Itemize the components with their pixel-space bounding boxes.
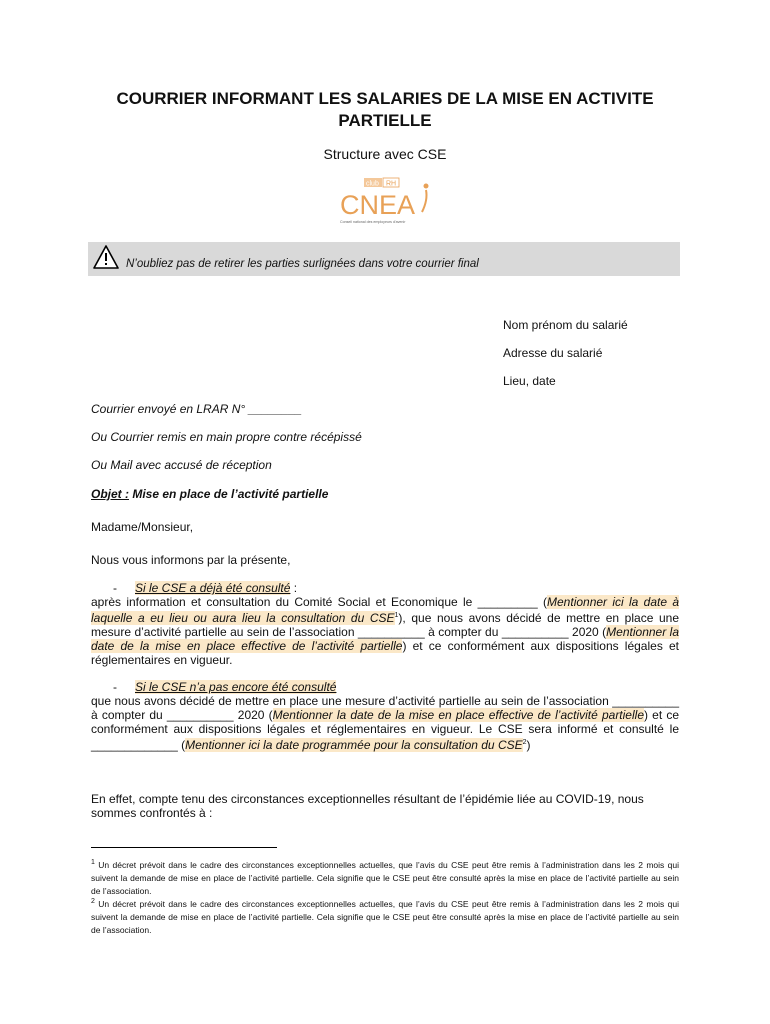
logo-person-body bbox=[422, 190, 427, 212]
conclusion: En effet, compte tenu des circonstances exceptionnelles résultant de l’épidémie liée au COVID-19, nous sommes confrontés à : bbox=[91, 792, 644, 820]
logo-cnea-text: CNEA bbox=[340, 190, 416, 220]
document-subtitle: Structure avec CSE bbox=[323, 146, 447, 162]
warning-banner bbox=[88, 242, 680, 276]
warning-text: N’oubliez pas de retirer les parties surlignées dans votre courrier final bbox=[126, 258, 479, 270]
logo-rh-text: RH bbox=[386, 180, 397, 188]
case1-colon: : bbox=[290, 581, 298, 595]
case2-heading-text: Si le CSE n’a pas encore été consulté bbox=[135, 680, 337, 694]
footnote-2: $^2$ Un décret prévoit dans le cadre des circonstances exceptionnelles actuelles, que l’avis du CSE peut être remis à l’administration dans les 2 mois qui suivent la demande de mise en place de l’activité partielle. Cela signifie que le CSE peut être consulté après la mise en place de l’activité partielle au sein de l’association. bbox=[91, 898, 679, 935]
logo-club-text: club bbox=[366, 180, 379, 188]
intro: Nous vous informons par la présente, bbox=[91, 553, 291, 567]
case1-heading-text: Si le CSE a déjà été consulté bbox=[135, 581, 291, 595]
case1-paragraph: après information et consultation du Comité Social et Economique le _________ (Mentionner ici la date à laquelle a eu lieu ou aura lieu la consultation du CSE$^1$), que nous avons décidé de mettre en place une mesure d’activité partielle au sein de l’association __________ à compter du __________ 2020 (Mentionner la date de la mise en place effective de l’activité partielle) et ce conformément aux dispositions légales et réglementaires en vigueur. bbox=[91, 595, 679, 667]
case2-paragraph: que nous avons décidé de mettre en place une mesure d’activité partielle au sein de l’association __________ à compter du __________ 2020 (Mentionner la date de la mise en place effective de l’activité partielle) et ce conformément aux dispositions légales et réglementaires en vigueur. Le CSE sera informé et consulté le _____________ (Mentionner ici la date programmée pour la consultation du CSE$^2$) bbox=[91, 694, 680, 752]
footnote-1: $^1$ Un décret prévoit dans le cadre des circonstances exceptionnelles actuelles, que l’avis du CSE peut être remis à l’administration dans les 2 mois qui suivent la demande de mise en place de l’activité partielle. Cela signifie que le CSE peut être consulté après la mise en place de l’activité partielle au sein de l’association. bbox=[91, 859, 679, 896]
recipient-address: Adresse du salarié bbox=[503, 346, 603, 360]
case1-heading bbox=[113, 581, 297, 595]
object-line bbox=[91, 487, 328, 501]
recipient-name: Nom prénom du salarié bbox=[503, 318, 628, 332]
cnea-logo bbox=[336, 176, 436, 228]
case2-dash: - bbox=[113, 680, 117, 694]
object-label: Objet : bbox=[91, 487, 129, 501]
object-text: Mise en place de l’activité partielle bbox=[129, 487, 329, 501]
place-date: Lieu, date bbox=[503, 374, 556, 388]
footnote-separator bbox=[91, 847, 277, 848]
document-title: COURRIER INFORMANT LES SALARIES DE LA MISE EN ACTIVITE PARTIELLE bbox=[116, 89, 654, 130]
case2-heading bbox=[113, 680, 336, 694]
delivery-mail: Ou Mail avec accusé de réception bbox=[91, 458, 272, 472]
logo-person-head bbox=[424, 184, 429, 189]
salutation: Madame/Monsieur, bbox=[91, 520, 194, 534]
delivery-hand: Ou Courrier remis en main propre contre récépissé bbox=[91, 430, 362, 444]
warning-triangle-icon bbox=[92, 244, 120, 270]
delivery-lrar: Courrier envoyé en LRAR N° ________ bbox=[91, 402, 302, 416]
logo-tagline: Conseil national des employeurs d'avenir bbox=[340, 220, 406, 224]
case1-dash: - bbox=[113, 581, 117, 595]
